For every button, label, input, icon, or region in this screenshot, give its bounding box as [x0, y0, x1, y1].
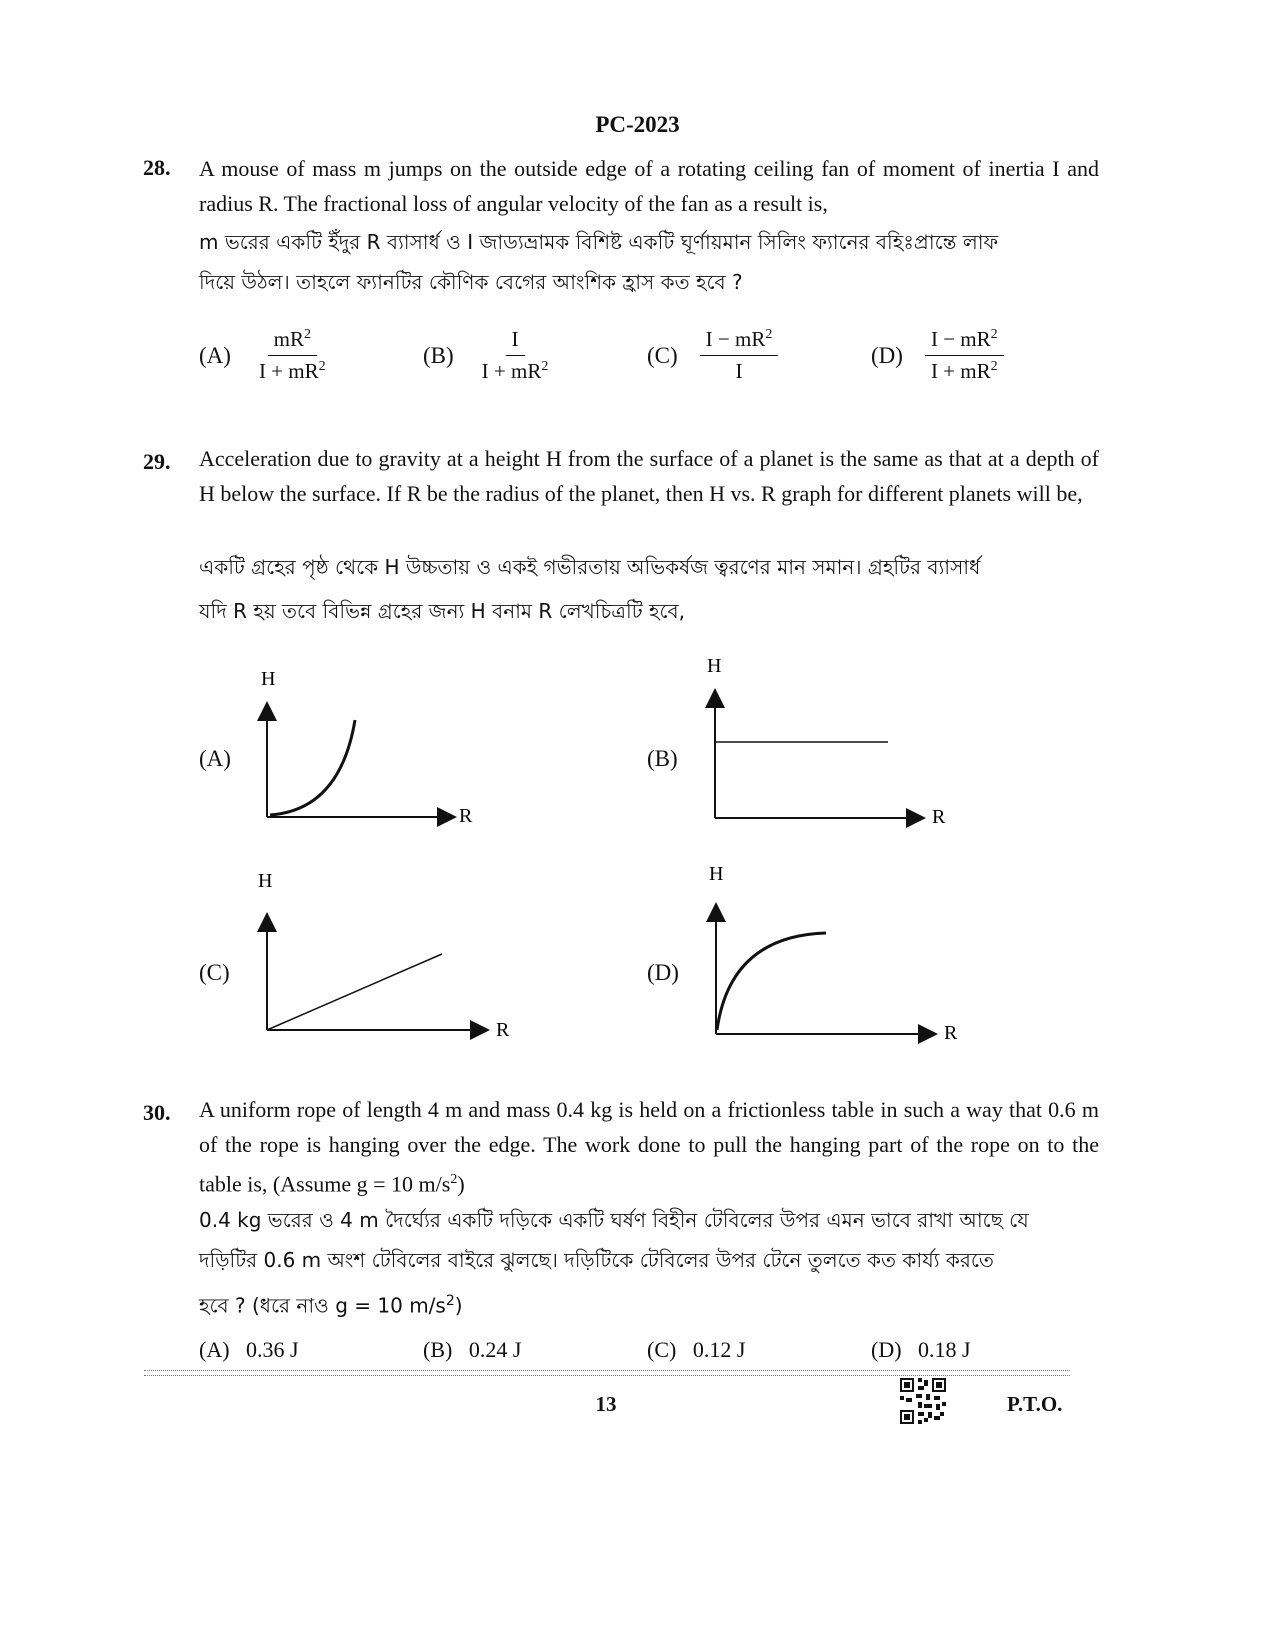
fraction: $\frac{I - mR^2}{I}$ — [700, 327, 779, 384]
answer-option-b[interactable]: (B) 0.24 J — [423, 1337, 522, 1362]
curve — [267, 954, 442, 1030]
option-label: (B) — [423, 342, 454, 368]
qr-code-icon — [900, 1378, 946, 1424]
question-text-bn-line1: m ভরের একটি ইঁদুর R ব্যাসার্ধ ও I জাড্যভ্রামক বিশিষ্ট একটি ঘূর্ণায়মান সিলিং ফ্যানের বহিঃপ্রান্তে লাফ — [199, 230, 999, 254]
option-label: (C) — [647, 342, 678, 368]
option-label: (A) — [199, 342, 231, 368]
y-axis-label: H — [261, 668, 276, 690]
curve — [270, 720, 355, 815]
option-c[interactable] — [647, 327, 778, 384]
question-text-bn-line1: একটি গ্রহের পৃষ্ঠ থেকে H উচ্চতায় ও একই গভীরতায় অভিকর্ষজ ত্বরণের মান সমান। গ্রহটির ব্যাসার্ধ — [199, 555, 981, 579]
question-text-bn-line2: দড়িটির 0.6 m অংশ টেবিলের বাইরে ঝুলছে। দড়িটিকে টেবিলের উপর টেনে তুলতে কত কার্য্য করতে — [199, 1248, 994, 1272]
fraction: $\frac{mR^2}{I + mR^2}$ — [258, 327, 326, 383]
x-axis-label: R — [932, 806, 946, 828]
confidential-strip — [144, 1370, 1070, 1376]
x-axis-label: R — [496, 1019, 510, 1041]
answer-option-a[interactable]: (A) 0.36 J — [199, 1337, 299, 1362]
curve — [717, 933, 826, 1030]
option-a[interactable] — [199, 327, 332, 384]
question-text-bn-line2: দিয়ে উঠল। তাহলে ফ্যানটির কৌণিক বেগের আংশিক হ্রাস কত হবে ? — [199, 270, 743, 294]
question-text-en: A mouse of mass m jumps on the outside edge of a rotating ceiling fan of moment of inertia I and radius R. The fractional loss of angular velocity of the fan as a result is, — [199, 156, 1099, 216]
graph-label-a[interactable]: (A) — [199, 746, 231, 771]
graph-label-b[interactable]: (B) — [647, 746, 678, 771]
page-title: PC-2023 — [595, 112, 680, 137]
question-text-bn-line1: 0.4 kg ভরের ও 4 m দৈর্ঘ্যের একটি দড়িকে একটি ঘর্ষণ বিহীন টেবিলের উপর এমন ভাবে রাখা আছে যে — [199, 1208, 1029, 1232]
fraction: $\frac{I - mR^2}{I + mR^2}$ — [925, 327, 1004, 384]
question-number: 30. — [143, 1100, 171, 1125]
x-axis-label: R — [944, 1022, 958, 1044]
option-b[interactable] — [423, 327, 554, 384]
graph-label-c[interactable]: (C) — [199, 960, 230, 985]
graph-a — [240, 660, 490, 840]
page-number: 13 — [595, 1392, 617, 1416]
pto-label: P.T.O. — [1007, 1392, 1063, 1416]
question-number: 29. — [143, 449, 171, 474]
graph-b — [690, 648, 960, 840]
question-number: 28. — [143, 155, 171, 180]
fraction: $\frac{I}{I + mR^2}$ — [481, 327, 549, 383]
x-axis-label: R — [459, 805, 473, 827]
question-text-bn-line3: হবে ? (ধরে নাও g = 10 $m/s^2$) — [199, 1293, 463, 1318]
graph-c — [240, 862, 530, 1050]
question-text-bn-line2: যদি R হয় তবে বিভিন্ন গ্রহের জন্য H বনাম R লেখচিত্রটি হবে, — [199, 599, 686, 623]
answer-option-c[interactable]: (C) 0.12 J — [647, 1337, 746, 1362]
y-axis-label: H — [707, 655, 722, 677]
option-d[interactable] — [871, 327, 1004, 384]
y-axis-label: H — [258, 870, 273, 892]
question-text-en: A uniform rope of length 4 m and mass 0.4 kg is held on a frictionless table in such a way that 0.6 m of the rope is hanging over the edge. The work done to pull the hanging part of the rope on to the table is, (Assume g = 10 $m/s^2$) — [199, 1097, 1099, 1197]
answer-option-d[interactable]: (D) 0.18 J — [871, 1337, 971, 1362]
option-label: (D) — [871, 342, 903, 368]
graph-label-d[interactable]: (D) — [647, 960, 679, 985]
question-text-en: Acceleration due to gravity at a height H from the surface of a planet is the same as that at a depth of H below the surface. If R be the radius of the planet, then H vs. R graph for different planets will be, — [199, 446, 1099, 506]
y-axis-label: H — [709, 863, 724, 885]
graph-d — [690, 856, 970, 1052]
